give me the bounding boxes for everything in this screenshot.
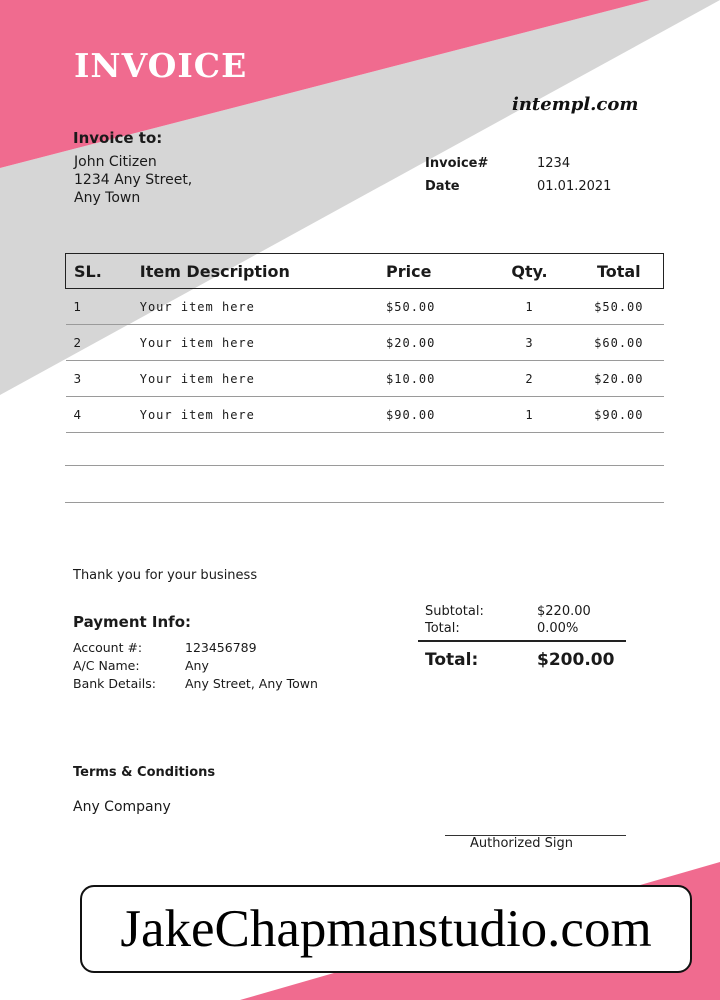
blank-row-divider <box>65 502 664 503</box>
row-qty: 1 <box>484 397 574 433</box>
tax-value: 0.00% <box>537 621 579 636</box>
row-price: $50.00 <box>386 289 484 325</box>
bill-to-heading: Invoice to: <box>73 129 163 147</box>
grand-total-label: Total: <box>425 650 479 670</box>
row-price: $10.00 <box>386 361 484 397</box>
table-header-row <box>66 254 664 289</box>
account-number-label: Account #: <box>73 640 143 655</box>
bill-to-street: 1234 Any Street, <box>74 172 193 188</box>
grand-total-value: $200.00 <box>537 650 615 670</box>
invoice-number-label: Invoice# <box>425 156 489 171</box>
row-sl: 4 <box>66 397 140 433</box>
row-description: Your item here <box>140 397 386 433</box>
bank-details-label: Bank Details: <box>73 676 156 691</box>
subtotal-label: Subtotal: <box>425 604 484 619</box>
terms-heading: Terms & Conditions <box>73 765 216 780</box>
row-description: Your item here <box>140 289 386 325</box>
row-qty: 2 <box>484 361 574 397</box>
invoice-date-label: Date <box>425 179 460 194</box>
company-name: Any Company <box>73 799 171 815</box>
table-row <box>66 325 664 361</box>
row-sl: 3 <box>66 361 140 397</box>
row-sl: 2 <box>66 325 140 361</box>
payment-info-heading: Payment Info: <box>73 613 191 631</box>
blank-row-divider <box>65 465 664 466</box>
row-total: $20.00 <box>575 361 664 397</box>
invoice-number-value: 1234 <box>537 156 571 171</box>
thank-you-note: Thank you for your business <box>73 568 258 583</box>
table-row <box>66 397 664 433</box>
invoice-title: INVOICE <box>74 46 248 85</box>
summary-divider <box>418 640 626 642</box>
account-name-value: Any <box>185 658 209 673</box>
col-header-qty: Qty. <box>484 254 574 289</box>
table-row <box>66 289 664 325</box>
bill-to-town: Any Town <box>74 190 141 206</box>
col-header-sl: SL. <box>66 254 140 289</box>
bill-to-name: John Citizen <box>74 154 157 170</box>
col-header-total: Total <box>575 254 664 289</box>
row-price: $90.00 <box>386 397 484 433</box>
signature-label: Authorized Sign <box>470 836 573 851</box>
row-total: $90.00 <box>575 397 664 433</box>
watermark-banner: JakeChapmanstudio.com <box>80 885 692 973</box>
row-price: $20.00 <box>386 325 484 361</box>
bank-details-value: Any Street, Any Town <box>185 676 318 691</box>
subtotal-value: $220.00 <box>537 604 591 619</box>
tax-label: Total: <box>425 621 460 636</box>
row-total: $50.00 <box>575 289 664 325</box>
items-table <box>65 253 664 433</box>
row-total: $60.00 <box>575 325 664 361</box>
col-header-price: Price <box>386 254 484 289</box>
row-qty: 3 <box>484 325 574 361</box>
brand-logo: intempl.com <box>512 94 639 115</box>
row-description: Your item here <box>140 325 386 361</box>
account-number-value: 123456789 <box>185 640 257 655</box>
row-sl: 1 <box>66 289 140 325</box>
invoice-date-value: 01.01.2021 <box>537 179 612 194</box>
table-row <box>66 361 664 397</box>
account-name-label: A/C Name: <box>73 658 140 673</box>
row-description: Your item here <box>140 361 386 397</box>
col-header-description: Item Description <box>140 254 386 289</box>
row-qty: 1 <box>484 289 574 325</box>
